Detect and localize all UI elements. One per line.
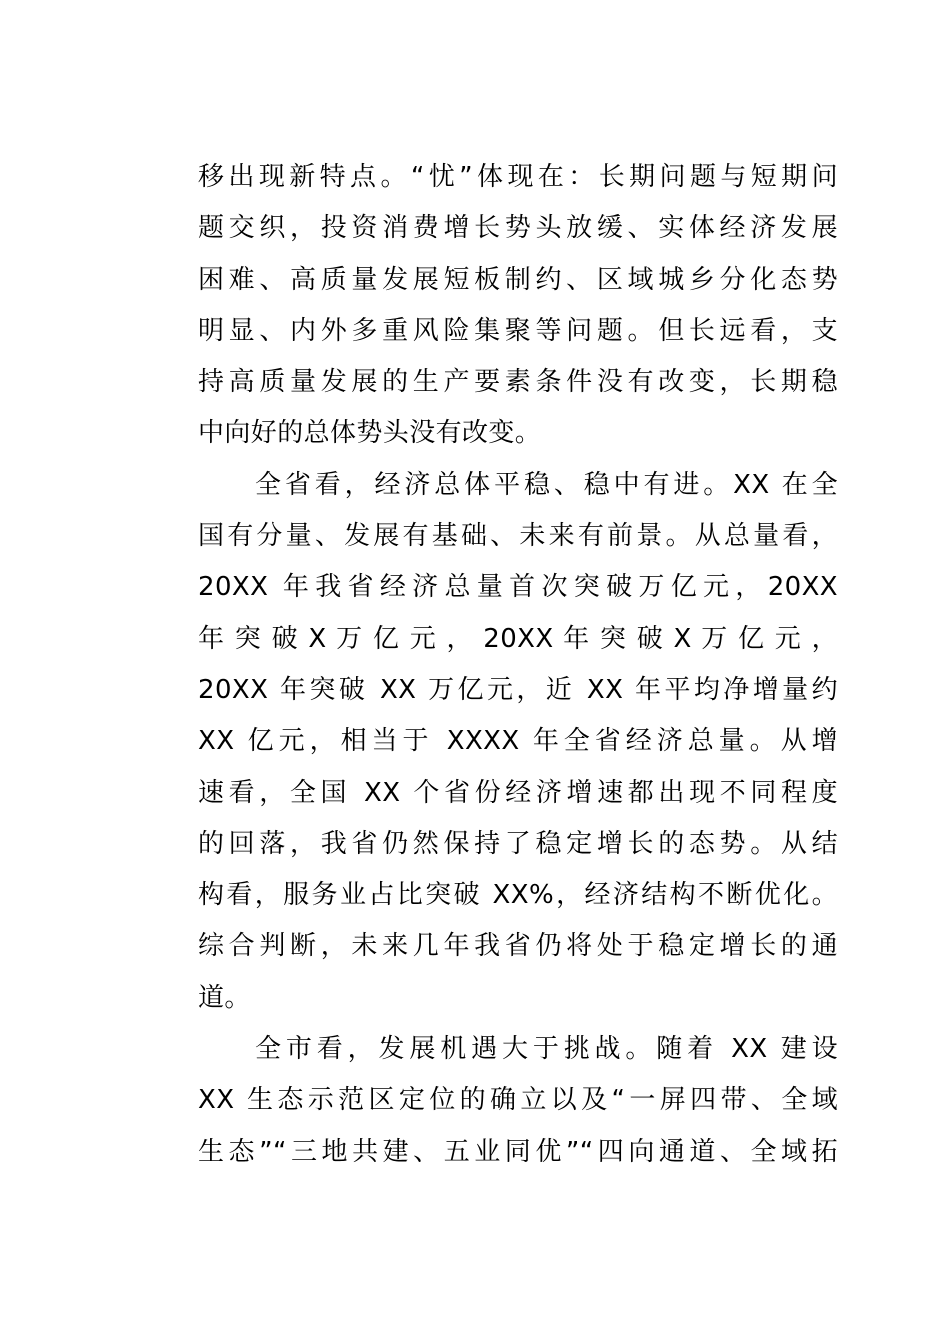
text-line: 20XX 年突破 XX 万亿元，近 XX 年平均净增量约: [198, 674, 838, 705]
text-line: 持高质量发展的生产要素条件没有改变，长期稳: [198, 367, 838, 398]
text-line: 移出现新特点。“忧”体现在：长期问题与短期问: [198, 162, 838, 192]
text-line: 道。: [198, 982, 251, 1013]
text-line: 20XX 年我省经济总量首次突破万亿元，20XX: [198, 572, 838, 603]
text-line: XX 生态示范区定位的确立以及“一屏四带、全域: [198, 1085, 838, 1116]
text-line: 国有分量、发展有基础、未来有前景。从总量看，: [198, 521, 838, 552]
text-line: 的回落，我省仍然保持了稳定增长的态势。从结: [198, 828, 838, 859]
text-line: 构看，服务业占比突破 XX%，经济结构不断优化。: [198, 880, 838, 911]
body-text: [198, 152, 838, 1178]
paragraph-start-line: 全省看，经济总体平稳、稳中有进。XX 在全: [255, 469, 838, 500]
text-line: 生态”“三地共建、五业同优”“四向通道、全域拓: [198, 1136, 838, 1167]
text-line: XX 亿元，相当于 XXXX 年全省经济总量。从增: [198, 726, 838, 757]
text-line: 速看，全国 XX 个省份经济增速都出现不同程度: [198, 777, 838, 808]
paragraph-start-line: 全市看，发展机遇大于挑战。随着 XX 建设: [255, 1034, 838, 1065]
text-line: 中向好的总体势头没有改变。: [198, 418, 542, 449]
text-line: 综合判断，未来几年我省仍将处于稳定增长的通: [198, 931, 838, 962]
text-line: 年 突 破 X 万 亿 元 ， 20XX 年 突 破 X 万 亿 元 ，: [198, 623, 838, 654]
text-line: 题交织，投资消费增长势头放缓、实体经济发展: [198, 213, 838, 244]
text-line: 明显、内外多重风险集聚等问题。但长远看，支: [198, 315, 838, 346]
text-line: 困难、高质量发展短板制约、区域城乡分化态势: [198, 264, 838, 295]
